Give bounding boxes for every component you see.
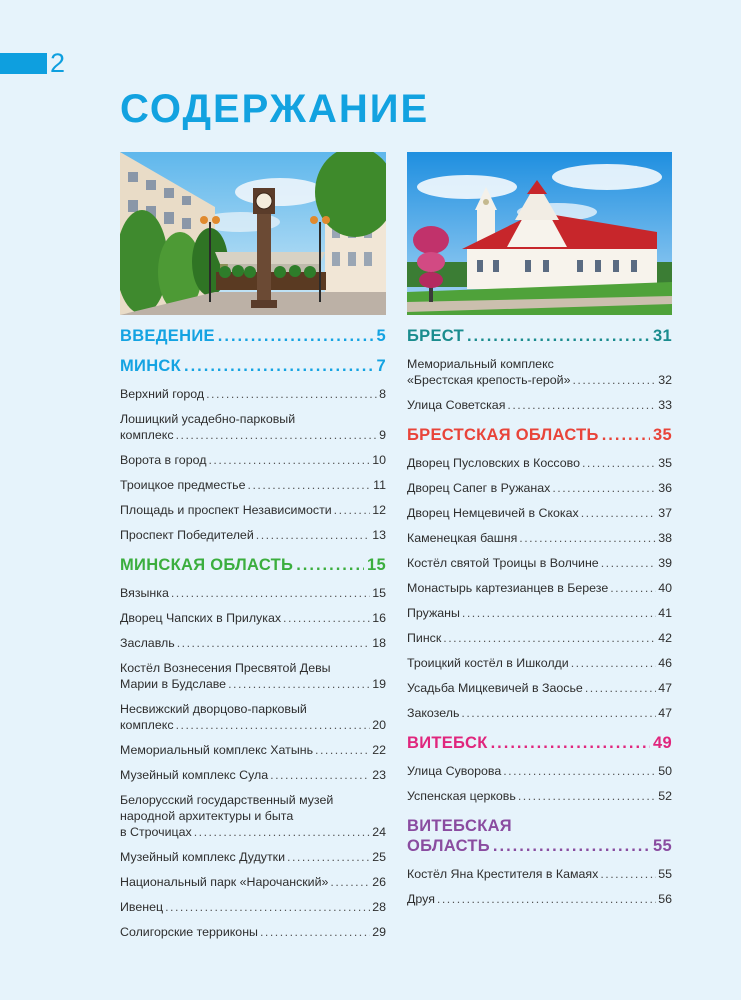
toc-entry bbox=[407, 530, 672, 546]
entry-title: Дворец Пусловских в Коссово bbox=[407, 456, 580, 470]
toc-entry bbox=[120, 660, 386, 692]
leader-dots bbox=[171, 585, 370, 601]
entry-title-row bbox=[120, 452, 386, 468]
entry-title: Пинск bbox=[407, 631, 442, 645]
section-heading bbox=[120, 555, 386, 575]
toc-entry bbox=[407, 788, 672, 804]
entry-page: 33 bbox=[658, 398, 672, 412]
toc-entry bbox=[407, 480, 672, 496]
entry-title-row bbox=[407, 530, 672, 546]
entry-title: Национальный парк «Нарочанский» bbox=[120, 875, 329, 889]
leader-dots bbox=[507, 397, 656, 413]
leader-dots bbox=[552, 480, 656, 496]
entry-title: Солигорские терриконы bbox=[120, 925, 258, 939]
toc-entry bbox=[407, 866, 672, 882]
leader-dots bbox=[443, 630, 656, 646]
entry-title: Костёл Яна Крестителя в Камаях bbox=[407, 867, 599, 881]
entry-page: 41 bbox=[658, 606, 672, 620]
toc-entry bbox=[407, 763, 672, 779]
toc-entry bbox=[407, 891, 672, 907]
entry-title: Вязынка bbox=[120, 586, 169, 600]
entry-page: 13 bbox=[372, 528, 386, 542]
entry-title-row bbox=[407, 480, 672, 496]
entry-title-row bbox=[407, 505, 672, 521]
leader-dots bbox=[467, 326, 650, 346]
entry-title: Улица Советская bbox=[407, 398, 506, 412]
entry-title: «Брестская крепость-герой» bbox=[407, 373, 571, 387]
entry-title-row bbox=[120, 849, 386, 865]
section-heading bbox=[407, 326, 672, 346]
leader-dots bbox=[572, 372, 656, 388]
toc-entry bbox=[120, 411, 386, 443]
entry-title: комплекс bbox=[120, 718, 174, 732]
leader-dots bbox=[287, 849, 370, 865]
entry-title: Площадь и проспект Независимости bbox=[120, 503, 332, 517]
entry-title-row bbox=[120, 899, 386, 915]
entry-title-row bbox=[407, 397, 672, 413]
entry-title-row bbox=[120, 767, 386, 783]
toc-entry bbox=[407, 356, 672, 388]
entry-title-row bbox=[407, 680, 672, 696]
entry-title: Друя bbox=[407, 892, 435, 906]
entry-page: 37 bbox=[658, 506, 672, 520]
entry-title: Ивенец bbox=[120, 900, 164, 914]
entry-page: 11 bbox=[373, 478, 386, 492]
entry-page: 47 bbox=[658, 706, 672, 720]
section-title: ОБЛАСТЬ bbox=[407, 837, 490, 855]
entry-title: Заславль bbox=[120, 636, 175, 650]
leader-dots bbox=[519, 530, 656, 546]
leader-dots bbox=[194, 824, 370, 840]
toc-entry bbox=[120, 849, 386, 865]
entry-title: Успенская церковь bbox=[407, 789, 516, 803]
toc-entry bbox=[407, 630, 672, 646]
entry-title: Дворец Немцевичей в Скоках bbox=[407, 506, 579, 520]
entry-title-row bbox=[407, 630, 672, 646]
toc-column-right bbox=[407, 152, 672, 916]
entry-title-line: Мемориальный комплекс bbox=[407, 357, 554, 371]
entry-title-row bbox=[120, 386, 386, 402]
entry-title-row bbox=[120, 610, 386, 626]
entry-title: Верхний город bbox=[120, 387, 205, 401]
toc-entry bbox=[120, 502, 386, 518]
leader-dots bbox=[581, 505, 657, 521]
entry-page: 52 bbox=[658, 789, 672, 803]
leader-dots bbox=[176, 427, 378, 443]
entry-page: 46 bbox=[658, 656, 672, 670]
entry-page: 50 bbox=[658, 764, 672, 778]
entry-title-row bbox=[120, 924, 386, 940]
entry-page: 38 bbox=[658, 531, 672, 545]
entry-title: Ворота в город bbox=[120, 453, 207, 467]
entry-title-row bbox=[120, 427, 386, 443]
entry-title-row bbox=[407, 372, 672, 388]
entry-page: 55 bbox=[658, 867, 672, 881]
entry-title-row bbox=[120, 585, 386, 601]
toc-column-left bbox=[120, 152, 386, 949]
toc-list-right bbox=[407, 326, 672, 907]
page-number-bar bbox=[0, 53, 47, 74]
section-title: БРЕСТСКАЯ ОБЛАСТЬ bbox=[407, 426, 599, 444]
entry-page: 19 bbox=[372, 677, 386, 691]
toc-entry bbox=[120, 899, 386, 915]
entry-title: Троицкий костёл в Ишколди bbox=[407, 656, 569, 670]
toc-entry bbox=[407, 655, 672, 671]
section-title: МИНСК bbox=[120, 357, 182, 375]
entry-title-row bbox=[120, 824, 386, 840]
leader-dots bbox=[462, 605, 656, 621]
entry-page: 36 bbox=[658, 481, 672, 495]
leader-dots bbox=[296, 555, 364, 575]
entry-title: Музейный комплекс Сула bbox=[120, 768, 269, 782]
section-title: ВИТЕБСК bbox=[407, 734, 488, 752]
leader-dots bbox=[177, 635, 371, 651]
entry-title-row bbox=[407, 788, 672, 804]
toc-entry bbox=[120, 792, 386, 840]
toc-entry bbox=[120, 452, 386, 468]
leader-dots bbox=[184, 356, 374, 376]
toc-entry bbox=[120, 386, 386, 402]
section-page: 7 bbox=[376, 357, 386, 375]
toc-entry bbox=[120, 610, 386, 626]
entry-title: Улица Суворова bbox=[407, 764, 502, 778]
section-page: 5 bbox=[376, 327, 386, 345]
entry-title-line: Лошицкий усадебно-парковый bbox=[120, 412, 296, 426]
section-title: БРЕСТ bbox=[407, 327, 464, 345]
toc-entry bbox=[120, 924, 386, 940]
leader-dots bbox=[610, 580, 656, 596]
section-page: 35 bbox=[653, 426, 672, 444]
entry-title: Музейный комплекс Дудутки bbox=[120, 850, 286, 864]
entry-page: 16 bbox=[372, 611, 386, 625]
leader-dots bbox=[248, 477, 372, 493]
leader-dots bbox=[283, 610, 370, 626]
toc-entry bbox=[407, 397, 672, 413]
toc-entry bbox=[407, 605, 672, 621]
entry-title: Мемориальный комплекс Хатынь bbox=[120, 743, 314, 757]
section-title: ВИТЕБСКАЯ bbox=[407, 817, 512, 835]
entry-title-row bbox=[407, 705, 672, 721]
entry-page: 40 bbox=[658, 581, 672, 595]
entry-title-row bbox=[407, 891, 672, 907]
toc-entry bbox=[407, 680, 672, 696]
entry-title-line: Несвижский дворцово-парковый bbox=[120, 702, 307, 716]
page-title: СОДЕРЖАНИЕ bbox=[120, 87, 430, 131]
toc-entry bbox=[407, 580, 672, 596]
section-heading bbox=[407, 733, 672, 753]
entry-title: Дворец Сапег в Ружанах bbox=[407, 481, 551, 495]
entry-page: 24 bbox=[372, 825, 386, 839]
section-title: ВВЕДЕНИЕ bbox=[120, 327, 215, 345]
entry-page: 35 bbox=[658, 456, 672, 470]
leader-dots bbox=[165, 899, 370, 915]
leader-dots bbox=[176, 717, 371, 733]
entry-title-row bbox=[120, 477, 386, 493]
entry-title-row bbox=[120, 874, 386, 890]
leader-dots bbox=[228, 676, 370, 692]
leader-dots bbox=[582, 455, 656, 471]
toc-list-left bbox=[120, 326, 386, 940]
leader-dots bbox=[334, 502, 371, 518]
entry-page: 47 bbox=[658, 681, 672, 695]
toc-entry bbox=[120, 635, 386, 651]
entry-page: 12 bbox=[372, 503, 386, 517]
entry-title-row bbox=[120, 502, 386, 518]
section-heading bbox=[407, 425, 672, 445]
entry-page: 26 bbox=[372, 875, 386, 889]
section-heading bbox=[120, 356, 386, 376]
entry-page: 23 bbox=[372, 768, 386, 782]
entry-title: Закозель bbox=[407, 706, 460, 720]
leader-dots bbox=[600, 866, 656, 882]
leader-dots bbox=[206, 386, 377, 402]
entry-title: Пружаны bbox=[407, 606, 460, 620]
entry-title-line: Белорусский государственный музей bbox=[120, 793, 334, 807]
section-heading bbox=[120, 326, 386, 346]
entry-title-row bbox=[407, 455, 672, 471]
entry-page: 8 bbox=[379, 387, 386, 401]
entry-title-row bbox=[407, 580, 672, 596]
entry-page: 25 bbox=[372, 850, 386, 864]
toc-entry bbox=[407, 705, 672, 721]
entry-title: Каменецкая башня bbox=[407, 531, 518, 545]
entry-page: 20 bbox=[372, 718, 386, 732]
entry-page: 56 bbox=[658, 892, 672, 906]
minsk-street-photo bbox=[120, 152, 386, 315]
entry-title-row bbox=[407, 763, 672, 779]
section-heading bbox=[407, 836, 672, 856]
entry-title: в Строчицах bbox=[120, 825, 192, 839]
entry-title-row bbox=[120, 717, 386, 733]
toc-entry bbox=[120, 585, 386, 601]
entry-title-row bbox=[407, 605, 672, 621]
section-title: МИНСКАЯ ОБЛАСТЬ bbox=[120, 556, 294, 574]
section-page: 15 bbox=[367, 556, 386, 574]
leader-dots bbox=[260, 924, 370, 940]
section-page: 31 bbox=[653, 327, 672, 345]
entry-title: Усадьба Мицкевичей в Заосье bbox=[407, 681, 583, 695]
entry-title-row bbox=[120, 527, 386, 543]
entry-title-row bbox=[120, 742, 386, 758]
leader-dots bbox=[315, 742, 370, 758]
entry-title-row bbox=[120, 676, 386, 692]
leader-dots bbox=[602, 425, 650, 445]
brest-building-photo bbox=[407, 152, 672, 315]
leader-dots bbox=[571, 655, 657, 671]
entry-page: 28 bbox=[372, 900, 386, 914]
entry-page: 39 bbox=[658, 556, 672, 570]
leader-dots bbox=[437, 891, 656, 907]
toc-entry bbox=[120, 874, 386, 890]
leader-dots bbox=[518, 788, 656, 804]
entry-title-row bbox=[120, 635, 386, 651]
entry-title: Проспект Победителей bbox=[120, 528, 254, 542]
leader-dots bbox=[208, 452, 370, 468]
entry-title-line: Костёл Вознесения Пресвятой Девы bbox=[120, 661, 331, 675]
entry-page: 32 bbox=[658, 373, 672, 387]
entry-page: 22 bbox=[372, 743, 386, 757]
section-page: 49 bbox=[653, 734, 672, 752]
entry-page: 10 bbox=[372, 453, 386, 467]
entry-title-row bbox=[407, 866, 672, 882]
entry-title: комплекс bbox=[120, 428, 174, 442]
toc-entry bbox=[407, 555, 672, 571]
leader-dots bbox=[503, 763, 656, 779]
entry-page: 42 bbox=[658, 631, 672, 645]
entry-title: Марии в Будславе bbox=[120, 677, 227, 691]
leader-dots bbox=[218, 326, 374, 346]
leader-dots bbox=[270, 767, 370, 783]
toc-entry bbox=[407, 505, 672, 521]
leader-dots bbox=[601, 555, 657, 571]
toc-entry bbox=[120, 527, 386, 543]
entry-title: Троицкое предместье bbox=[120, 478, 246, 492]
toc-entry bbox=[120, 701, 386, 733]
leader-dots bbox=[585, 680, 656, 696]
entry-title: Монастырь картезианцев в Березе bbox=[407, 581, 609, 595]
toc-entry bbox=[120, 767, 386, 783]
entry-title: Костёл святой Троицы в Волчине bbox=[407, 556, 599, 570]
leader-dots bbox=[491, 733, 650, 753]
leader-dots bbox=[493, 836, 650, 856]
leader-dots bbox=[330, 874, 370, 890]
toc-entry bbox=[407, 455, 672, 471]
toc-entry bbox=[120, 742, 386, 758]
leader-dots bbox=[256, 527, 370, 543]
leader-dots bbox=[461, 705, 656, 721]
entry-title-line: народной архитектуры и быта bbox=[120, 809, 294, 823]
toc-entry bbox=[120, 477, 386, 493]
entry-page: 29 bbox=[372, 925, 386, 939]
page-number: 2 bbox=[50, 48, 66, 78]
entry-page: 9 bbox=[379, 428, 386, 442]
section-page: 55 bbox=[653, 837, 672, 855]
entry-page: 18 bbox=[372, 636, 386, 650]
entry-title-row bbox=[407, 655, 672, 671]
entry-title: Дворец Чапских в Прилуках bbox=[120, 611, 282, 625]
entry-page: 15 bbox=[372, 586, 386, 600]
entry-title-row bbox=[407, 555, 672, 571]
